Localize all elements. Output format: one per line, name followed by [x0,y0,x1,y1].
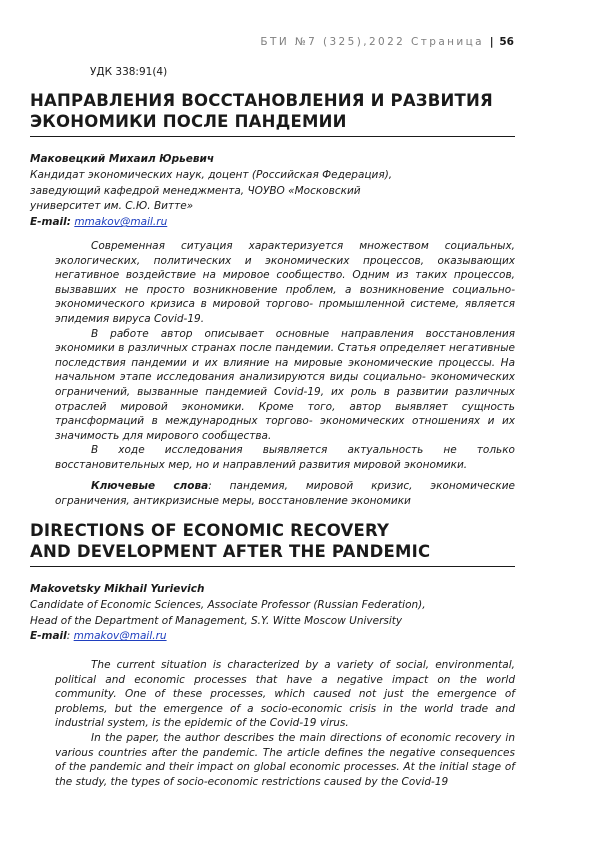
article-title-en [30,520,510,562]
journal-issue-label: БТИ №7 (325),2022 Страница [260,36,485,48]
udk-code: УДК 338:91(4) [90,66,168,78]
article-title-ru [30,90,510,132]
author-name-en: Makovetsky Mikhail Yurievich [30,583,205,595]
keywords-text: : пандемия, мировой кризис, экономические ограничения, антикризисные меры, восстановление экономики [55,480,515,507]
title-underline-en [30,566,515,567]
author-block-en [30,582,530,645]
email-row-en [30,629,530,645]
title-en-line-1: DIRECTIONS OF ECONOMIC RECOVERY [30,521,390,540]
running-header [260,36,514,48]
abstract-en-paragraph-1: The current situation is characterized by a variety of social, environmental, political and economic processes that have a negative impact on the world community. One of these processes, which caused not just the emergence of problems, but the emergence of a socio-economic crisis in the world trade and industrial system, is the epidemic of the Covid-19 virus. [55,659,515,730]
abstract-ru-paragraph-1: Современная ситуация характеризуется множеством социальных, экологических, политических и экономических процессов, оказывающих негативное воздействие на мировое сообщество. Одним из таких процессов, вызвавших не просто возникновение проблем, а возникновение социально-экономического кризиса в мировой торгово- промышленной системе, является эпидемия вируса Covid-19. [55,240,515,325]
email-link-en[interactable]: mmakov@mail.ru [73,630,167,643]
author-name-ru: Маковецкий Михаил Юрьевич [30,153,215,165]
abstract-ru [55,239,515,473]
keywords-ru [55,479,515,508]
abstract-ru-paragraph-3: В ходе исследования выявляется актуальность не только восстановительных мер, но и направлений развития мировой экономики. [55,444,515,471]
email-label-en: E-mail [30,630,67,643]
email-colon-en: : [66,630,71,643]
title-ru-line-2: ЭКОНОМИКИ ПОСЛЕ ПАНДЕМИИ [30,112,347,131]
affiliation-ru-line-3: университет им. С.Ю. Витте» [30,200,194,213]
abstract-en-paragraph-2: In the paper, the author describes the main directions of economic recovery in various countries after the pandemic. The article defines the negative consequences of the pandemic and their impact on global economic processes. At the initial stage of the study, the types of socio-economic restrictions caused by the Covid-19 [55,731,515,788]
abstract-en [55,658,515,789]
header-separator: | [489,36,494,48]
title-ru-line-1: НАПРАВЛЕНИЯ ВОССТАНОВЛЕНИЯ И РАЗВИТИЯ [30,91,493,110]
affiliation-en-line-2: Head of the Department of Management, S.Y. Witte Moscow University [30,614,403,627]
affiliation-en-line-1: Candidate of Economic Sciences, Associate Professor (Russian Federation), [30,598,426,611]
abstract-ru-paragraph-2: В работе автор описывает основные направления восстановления экономики в различных странах после пандемии. Статья определяет негативные последствия пандемии и их влияние на мировые экономические процессы. На начальном этапе исследования анализируются виды социально- экономических ограничений, вызванные пандемией Covid-19, их роль в развитии различных отраслей мировой экономики. Кроме того, автор выявляет сущность трансформаций в международных торгово- экономических отношениях и их значимость для мирового сообщества. [55,327,515,442]
email-label-ru: E-mail: [30,216,71,229]
affiliation-ru-line-2: заведующий кафедрой менеджмента, ЧОУВО «Московский [30,184,361,197]
email-row-ru [30,215,530,231]
keywords-label: Ключевые слова [91,480,209,492]
author-block-ru [30,152,530,231]
email-link-ru[interactable]: mmakov@mail.ru [74,216,168,229]
affiliation-ru-line-1: Кандидат экономических наук, доцент (Российская Федерация), [30,168,393,181]
title-underline-ru [30,136,515,137]
title-en-line-2: AND DEVELOPMENT AFTER THE PANDEMIC [30,542,431,561]
page-number: 56 [499,36,514,48]
